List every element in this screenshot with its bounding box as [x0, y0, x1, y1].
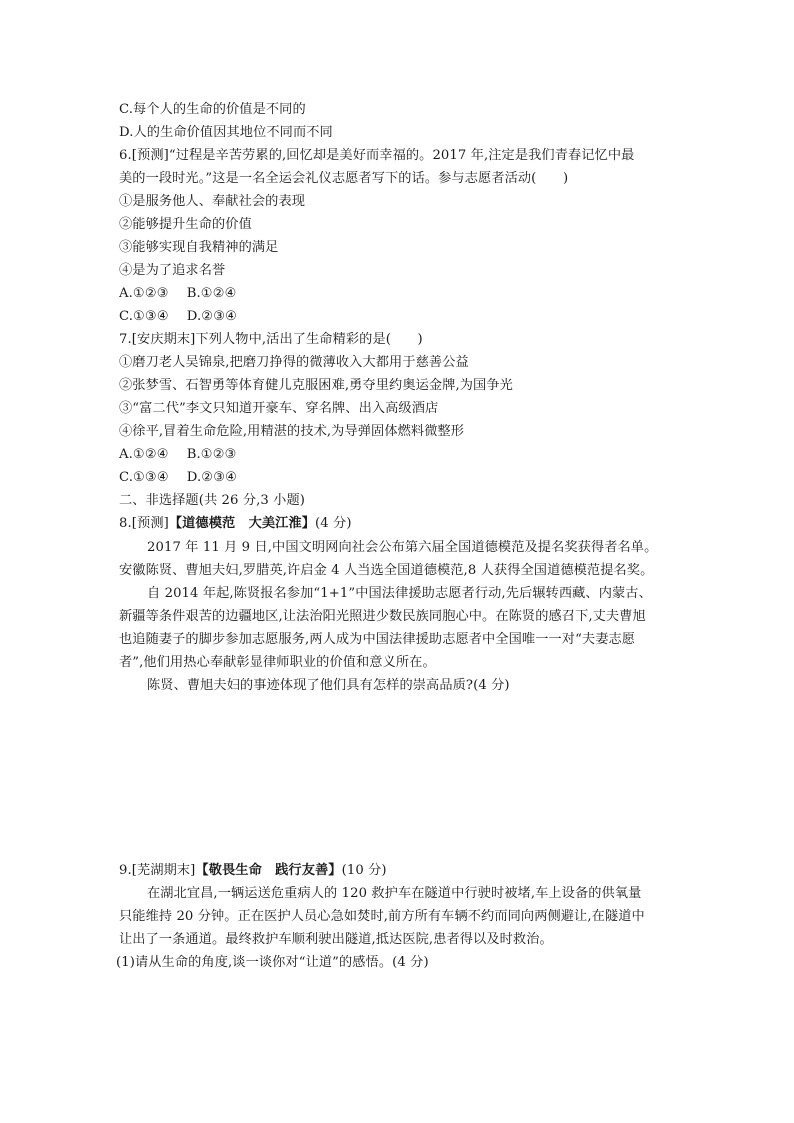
q8-score: (4 分): [315, 516, 352, 531]
q7-choice-c: C.①③④: [119, 470, 169, 485]
q6-item-3: ③能够实现自我精神的满足: [119, 240, 279, 255]
q9-paragraph-line-3: 让出了一条通道。最终救护车顺利驶出隧道,抵达医院,患者得以及时救治。: [119, 932, 553, 947]
q7-item-4: ④徐平,冒着生命危险,用精湛的技术,为导弹固体燃料微整形: [119, 424, 465, 439]
q6-item-2: ②能够提升生命的价值: [119, 217, 252, 232]
q7-choices-ab: [119, 446, 237, 464]
q7-choice-b: B.①②③: [186, 447, 237, 462]
q7-choices-cd: [119, 469, 237, 487]
q9-prefix: 9.[芜湖期末]: [119, 863, 196, 878]
q8-topic-tag: 【道德模范 大美江淮】: [168, 516, 316, 531]
q7-item-2: ②张梦雪、石智勇等体育健儿克服困难,勇夺里约奥运金牌,为国争光: [119, 378, 513, 393]
q6-choices-cd: [119, 308, 237, 326]
q9-paragraph-line-2: 只能维持 20 分钟。正在医护人员心急如焚时,前方所有车辆不约而同向两侧避让,在隧道中: [119, 909, 645, 924]
q9-topic-tag: 【敬畏生命 践行友善】: [195, 863, 342, 878]
q8-question: 陈贤、曹旭夫妇的事迹体现了他们具有怎样的崇高品质?(4 分): [147, 678, 510, 693]
q6-choice-a: A.①②③: [119, 286, 169, 301]
q5-option-d: D.人的生命价值因其地位不同而不同: [119, 125, 333, 140]
q6-stem-line-2: 美的一段时光。”这是一名全运会礼仪志愿者写下的话。参与志愿者活动( ): [119, 171, 569, 186]
q6-choice-c: C.①③④: [119, 309, 169, 324]
q7-choice-d: D.②③④: [186, 470, 238, 485]
q9-score: (10 分): [341, 863, 387, 878]
q6-stem-line-1: 6.[预测]“过程是辛苦劳累的,回忆却是美好而幸福的。2017 年,注定是我们青春记忆中最: [119, 148, 635, 163]
q8-paragraph-2-line-4: 者”,他们用热心奉献彰显律师职业的价值和意义所在。: [119, 655, 436, 670]
q5-option-c: C.每个人的生命的价值是不同的: [119, 102, 306, 117]
q8-title: [119, 515, 352, 533]
q9-subquestion-1: (1)请从生命的角度,谈一谈你对“让道”的感悟。(4 分): [116, 955, 429, 970]
q6-item-4: ④是为了追求名誉: [119, 263, 226, 278]
q8-paragraph-2-line-3: 也追随妻子的脚步参加志愿服务,两人成为中国法律援助志愿者中全国唯一一对“夫妻志愿: [119, 632, 636, 647]
q6-choice-d: D.②③④: [186, 309, 238, 324]
q6-choices-ab: [119, 285, 237, 303]
q8-prefix: 8.[预测]: [119, 516, 169, 531]
q7-choice-a: A.①②④: [119, 447, 169, 462]
q8-paragraph-1-line-1: 2017 年 11 月 9 日,中国文明网向社会公布第六届全国道德模范及提名奖获得者名单。: [147, 540, 658, 555]
q7-item-1: ①磨刀老人吴锦泉,把磨刀挣得的微薄收入大都用于慈善公益: [119, 355, 469, 370]
q9-paragraph-line-1: 在湖北宜昌,一辆运送危重病人的 120 救护车在隧道中行驶时被堵,车上设备的供氧量: [147, 886, 642, 901]
section-heading: 二、非选择题(共 26 分,3 小题): [119, 493, 306, 508]
q7-item-3: ③“富二代”李文只知道开豪车、穿名牌、出入高级酒店: [119, 401, 439, 416]
q8-paragraph-2-line-2: 新疆等条件艰苦的边疆地区,让法治阳光照进少数民族同胞心中。在陈贤的感召下,丈夫曹旭: [119, 609, 646, 624]
q7-stem: 7.[安庆期末]下列人物中,活出了生命精彩的是( ): [119, 332, 423, 347]
q8-paragraph-2-line-1: 自 2014 年起,陈贤报名参加“1+1”中国法律援助志愿者行动,先后辗转西藏、内蒙古、: [147, 586, 652, 601]
q6-choice-b: B.①②④: [186, 286, 237, 301]
q8-paragraph-1-line-2: 安徽陈贤、曹旭夫妇,罗腊英,许启金 4 人当选全国道德模范,8 人获得全国道德模范提名奖。: [119, 563, 654, 578]
q6-item-1: ①是服务他人、奉献社会的表现: [119, 194, 306, 209]
q9-title: [119, 862, 387, 880]
